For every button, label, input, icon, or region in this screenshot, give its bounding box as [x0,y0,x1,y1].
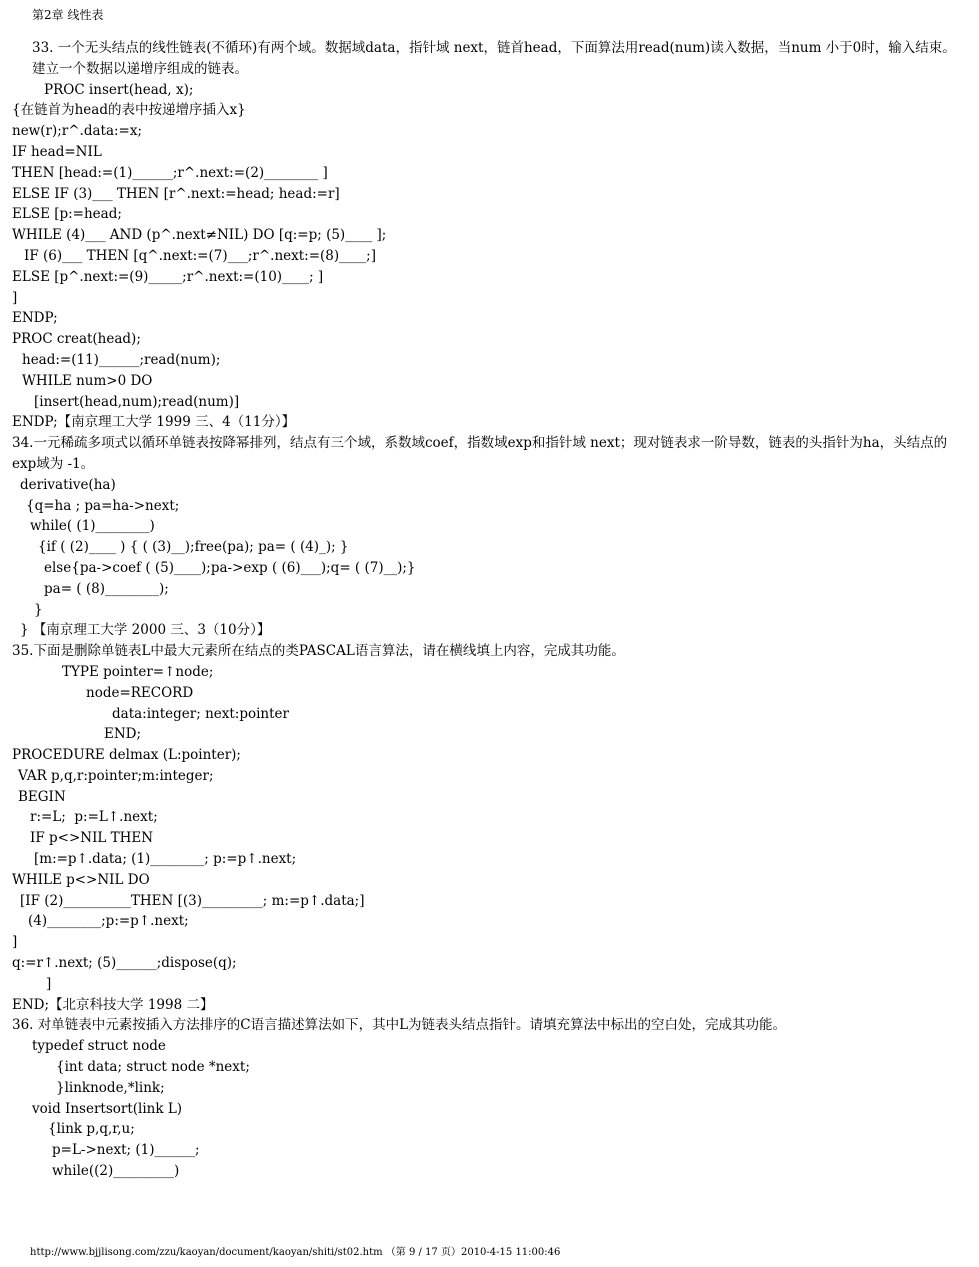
text-line: data:integer; next:pointer [112,705,289,722]
text-line: ENDP;【南京理工大学 1999 三、4（11分）】 [12,414,296,431]
text-line: [IF (2)__________THEN [(3)_________; m:=p↑.data;] [20,892,365,909]
document-body [12,38,967,1182]
text-line: {在链首为head的表中按递增序插入x} [12,102,246,119]
text-line: VAR p,q,r:pointer;m:integer; [18,767,214,784]
text-line: 34.一元稀疏多项式以循环单链表按降幂排列，结点有三个域，系数域coef，指数域exp和指针域 next；现对链表求一阶导数，链表的头指针为ha，头结点的exp域为 -1。 [12,435,948,472]
text-line: IF (6)___ THEN [q^.next:=(7)___;r^.next:=(8)____;] [24,247,376,264]
text-line: [m:=p↑.data; (1)________; p:=p↑.next; [34,851,297,868]
text-line: p=L->next; (1)______; [52,1142,200,1159]
text-line: ] [12,289,18,306]
text-line: head:=(11)______;read(num); [22,351,221,368]
text-line: PROC insert(head, x); [44,81,194,98]
text-line: WHILE p<>NIL DO [12,871,150,888]
text-line: }linknode,*link; [56,1079,165,1096]
text-line: ELSE [p:=head; [12,206,122,223]
text-line: r:=L; p:=L↑.next; [30,809,158,826]
text-line: {q=ha ; pa=ha->next; [26,497,180,514]
text-line: (4)________;p:=p↑.next; [28,913,189,930]
page-header: 第2章 线性表 [32,8,104,22]
text-line: END;【北京科技大学 1998 二】 [12,996,214,1013]
text-line: void Insertsort(link L) [32,1100,183,1117]
text-line: ELSE [p^.next:=(9)_____;r^.next:=(10)____; ] [12,268,324,285]
text-line: 36. 对单链表中元素按插入方法排序的C语言描述算法如下，其中L为链表头结点指针。请填充算法中标出的空白处，完成其功能。 [12,1017,787,1034]
page-footer: http://www.bjjlisong.com/zzu/kaoyan/document/kaoyan/shiti/st02.htm （第 9 / 17 页）2010-4-15 11:00:46 [30,1247,561,1258]
text-line: IF head=NIL [12,143,102,160]
text-line: ENDP; [12,310,58,327]
text-line: WHILE (4)___ AND (p^.next≠NIL) DO [q:=p; (5)____ ]; [12,227,387,244]
text-line: ] [12,934,18,951]
text-line: } 【南京理工大学 2000 三、3（10分）】 [20,622,271,639]
text-line: PROCEDURE delmax (L:pointer); [12,747,241,764]
text-line: {if ( (2)____ ) { ( (3)__);free(pa); pa= ( (4)_); } [38,539,349,556]
text-line: ELSE IF (3)___ THEN [r^.next:=head; head:=r] [12,185,340,202]
text-line: END; [104,726,142,743]
text-line: {link p,q,r,u; [48,1121,135,1138]
text-line: } [34,601,43,618]
text-line: 33. 一个无头结点的线性链表(不循环)有两个域。数据域data，指针域 next，链首head，下面算法用read(num)读入数据，当num 小于0时，输入结束。建立一个数据以递增序组成的链表。 [32,40,956,77]
text-line: derivative(ha) [20,476,116,493]
text-line: {int data; struct node *next; [56,1059,250,1076]
text-line: new(r);r^.data:=x; [12,123,143,140]
text-line: IF p<>NIL THEN [30,830,154,847]
text-line: pa= ( (8)________); [44,580,169,597]
text-line: ] [46,975,52,992]
text-line: q:=r↑.next; (5)______;dispose(q); [12,955,237,972]
text-line: while( (1)________) [30,518,155,535]
text-line: [insert(head,num);read(num)] [34,393,240,410]
text-line: BEGIN [18,788,66,805]
text-line: THEN [head:=(1)______;r^.next:=(2)________ ] [12,164,328,181]
text-line: while((2)_________) [52,1163,180,1180]
text-line: PROC creat(head); [12,331,141,348]
text-line: node=RECORD [86,684,194,701]
text-line: WHILE num>0 DO [22,372,153,389]
text-line: TYPE pointer=↑node; [62,663,214,680]
text-line: else{pa->coef ( (5)____);pa->exp ( (6)___);q= ( (7)__);} [44,559,416,576]
text-line: typedef struct node [32,1038,166,1055]
text-line: 35.下面是删除单链表L中最大元素所在结点的类PASCAL语言算法，请在横线填上内容，完成其功能。 [12,643,625,660]
